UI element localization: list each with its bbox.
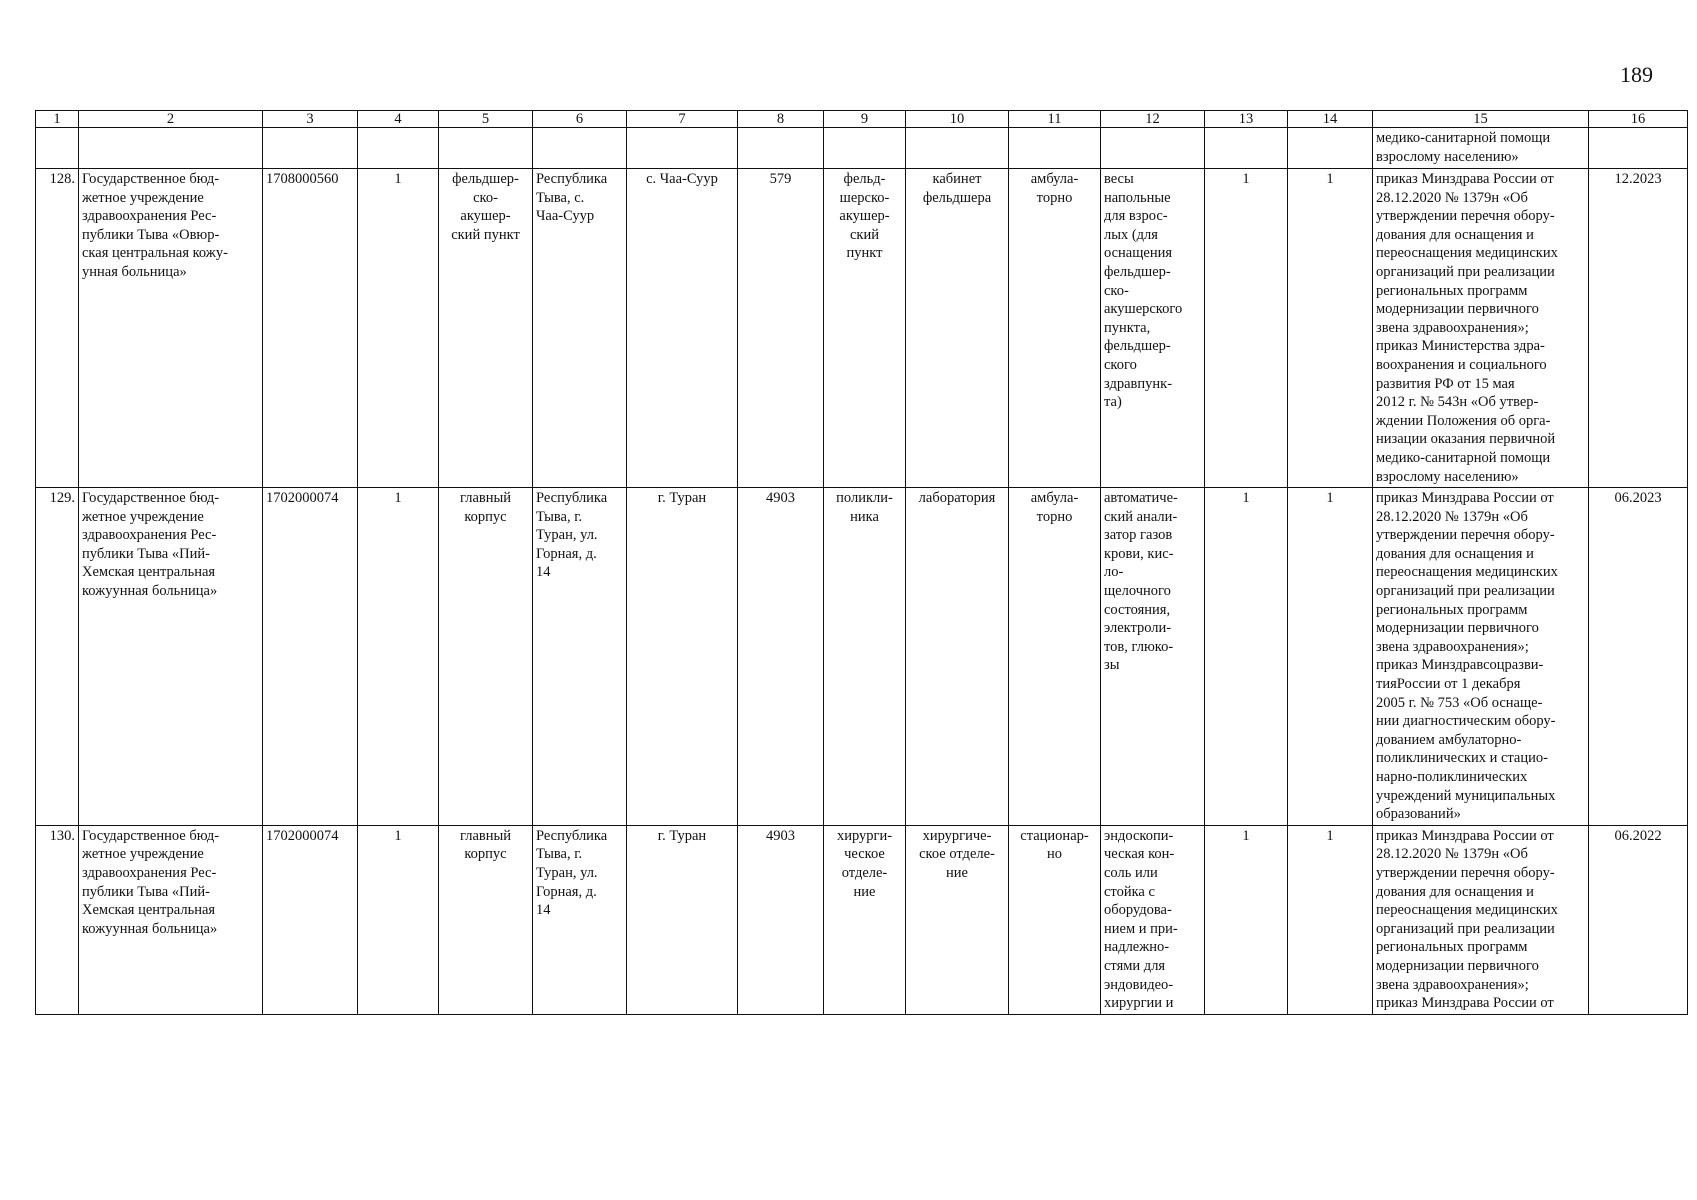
row-number: 128. bbox=[36, 169, 79, 488]
column-header: 2 bbox=[79, 111, 263, 128]
table-row bbox=[36, 169, 1688, 488]
column-header: 9 bbox=[824, 111, 906, 128]
organization-cell: Государственное бюд- жетное учреждение здравоохранения Рес- публики Тыва «Овюр- ская центральная кожу- унная больница» bbox=[79, 169, 263, 488]
column-header: 16 bbox=[1589, 111, 1688, 128]
legal-basis-cell: медико-санитарной помощи взрослому населению» bbox=[1373, 128, 1589, 169]
row-number: 129. bbox=[36, 488, 79, 826]
column-header: 5 bbox=[439, 111, 533, 128]
building-cell: главный корпус bbox=[439, 488, 533, 826]
continuation-row bbox=[36, 128, 1688, 169]
column-header: 1 bbox=[36, 111, 79, 128]
column-header: 7 bbox=[627, 111, 738, 128]
count-cell: 1 bbox=[358, 488, 439, 826]
number-cell: 4903 bbox=[738, 825, 824, 1014]
count-cell: 1 bbox=[358, 169, 439, 488]
code-cell: 1708000560 bbox=[263, 169, 358, 488]
date-cell: 06.2023 bbox=[1589, 488, 1688, 826]
code-cell: 1702000074 bbox=[263, 488, 358, 826]
legal-basis-cell: приказ Минздрава России от 28.12.2020 № 1379н «Об утверждении перечня обору- дования для оснащения и переоснащения медицинских организаций при реализации региональных программ модернизации первичного звена здравоохранения»; приказ Минздравсоцразви- тияРоссии от 1 декабря 2005 г. № 753 «Об оснаще- нии диагностическим обору- дованием амбулаторно- поликлинических и стацио- нарно-поликлинических учреждений муниципальных образований» bbox=[1373, 488, 1589, 826]
care-form-cell: амбула- торно bbox=[1009, 169, 1101, 488]
column-header: 15 bbox=[1373, 111, 1589, 128]
quantity-cell: 1 bbox=[1288, 169, 1373, 488]
care-form-cell: стационар- но bbox=[1009, 825, 1101, 1014]
legal-basis-cell: приказ Минздрава России от 28.12.2020 № 1379н «Об утверждении перечня обору- дования для оснащения и переоснащения медицинских организаций при реализации региональных программ модернизации первичного звена здравоохранения»; приказ Министерства здра- воохранения и социального развития РФ от 15 мая 2012 г. № 543н «Об утвер- ждении Положения об орга- низации оказания первичной медико-санитарной помощи взрослому населению» bbox=[1373, 169, 1589, 488]
quantity-cell: 1 bbox=[1205, 169, 1288, 488]
quantity-cell: 1 bbox=[1288, 825, 1373, 1014]
column-header: 13 bbox=[1205, 111, 1288, 128]
page-number: 189 bbox=[1620, 62, 1653, 87]
count-cell: 1 bbox=[358, 825, 439, 1014]
care-form-cell: амбула- торно bbox=[1009, 488, 1101, 826]
row-number: 130. bbox=[36, 825, 79, 1014]
code-cell: 1702000074 bbox=[263, 825, 358, 1014]
number-cell: 4903 bbox=[738, 488, 824, 826]
unit-cell: хирурги- ческое отделе- ние bbox=[824, 825, 906, 1014]
equipment-cell: весы напольные для взрос- лых (для оснащения фельдшер- ско- акушерского пункта, фельдшер- ского здравпунк- та) bbox=[1101, 169, 1205, 488]
column-header: 3 bbox=[263, 111, 358, 128]
equipment-table bbox=[35, 110, 1688, 1015]
quantity-cell: 1 bbox=[1288, 488, 1373, 826]
number-cell: 579 bbox=[738, 169, 824, 488]
column-header: 14 bbox=[1288, 111, 1373, 128]
column-header: 12 bbox=[1101, 111, 1205, 128]
table-row bbox=[36, 488, 1688, 826]
room-cell: хирургиче- ское отделе- ние bbox=[906, 825, 1009, 1014]
column-header: 6 bbox=[533, 111, 627, 128]
building-cell: фельдшер- ско- акушер- ский пункт bbox=[439, 169, 533, 488]
address-cell: Республика Тыва, г. Туран, ул. Горная, д. 14 bbox=[533, 488, 627, 826]
table-row bbox=[36, 825, 1688, 1014]
address-cell: Республика Тыва, г. Туран, ул. Горная, д. 14 bbox=[533, 825, 627, 1014]
equipment-cell: эндоскопи- ческая кон- соль или стойка с оборудова- нием и при- надлежно- стями для эндовидео- хирургии и bbox=[1101, 825, 1205, 1014]
locality-cell: с. Чаа-Суур bbox=[627, 169, 738, 488]
locality-cell: г. Туран bbox=[627, 488, 738, 826]
quantity-cell: 1 bbox=[1205, 488, 1288, 826]
date-cell: 12.2023 bbox=[1589, 169, 1688, 488]
address-cell: Республика Тыва, с. Чаа-Суур bbox=[533, 169, 627, 488]
column-header: 11 bbox=[1009, 111, 1101, 128]
building-cell: главный корпус bbox=[439, 825, 533, 1014]
organization-cell: Государственное бюд- жетное учреждение здравоохранения Рес- публики Тыва «Пий- Хемская центральная кожуунная больница» bbox=[79, 825, 263, 1014]
room-cell: кабинет фельдшера bbox=[906, 169, 1009, 488]
locality-cell: г. Туран bbox=[627, 825, 738, 1014]
room-cell: лаборатория bbox=[906, 488, 1009, 826]
unit-cell: поликли- ника bbox=[824, 488, 906, 826]
equipment-cell: автоматиче- ский анали- затор газов крови, кис- ло- щелочного состояния, электроли- тов, глюко- зы bbox=[1101, 488, 1205, 826]
legal-basis-cell: приказ Минздрава России от 28.12.2020 № 1379н «Об утверждении перечня обору- дования для оснащения и переоснащения медицинских организаций при реализации региональных программ модернизации первичного звена здравоохранения»; приказ Минздрава России от bbox=[1373, 825, 1589, 1014]
date-cell: 06.2022 bbox=[1589, 825, 1688, 1014]
unit-cell: фельд- шерско- акушер- ский пункт bbox=[824, 169, 906, 488]
quantity-cell: 1 bbox=[1205, 825, 1288, 1014]
organization-cell: Государственное бюд- жетное учреждение здравоохранения Рес- публики Тыва «Пий- Хемская центральная кожуунная больница» bbox=[79, 488, 263, 826]
column-number-row bbox=[36, 111, 1688, 128]
column-header: 4 bbox=[358, 111, 439, 128]
column-header: 10 bbox=[906, 111, 1009, 128]
column-header: 8 bbox=[738, 111, 824, 128]
